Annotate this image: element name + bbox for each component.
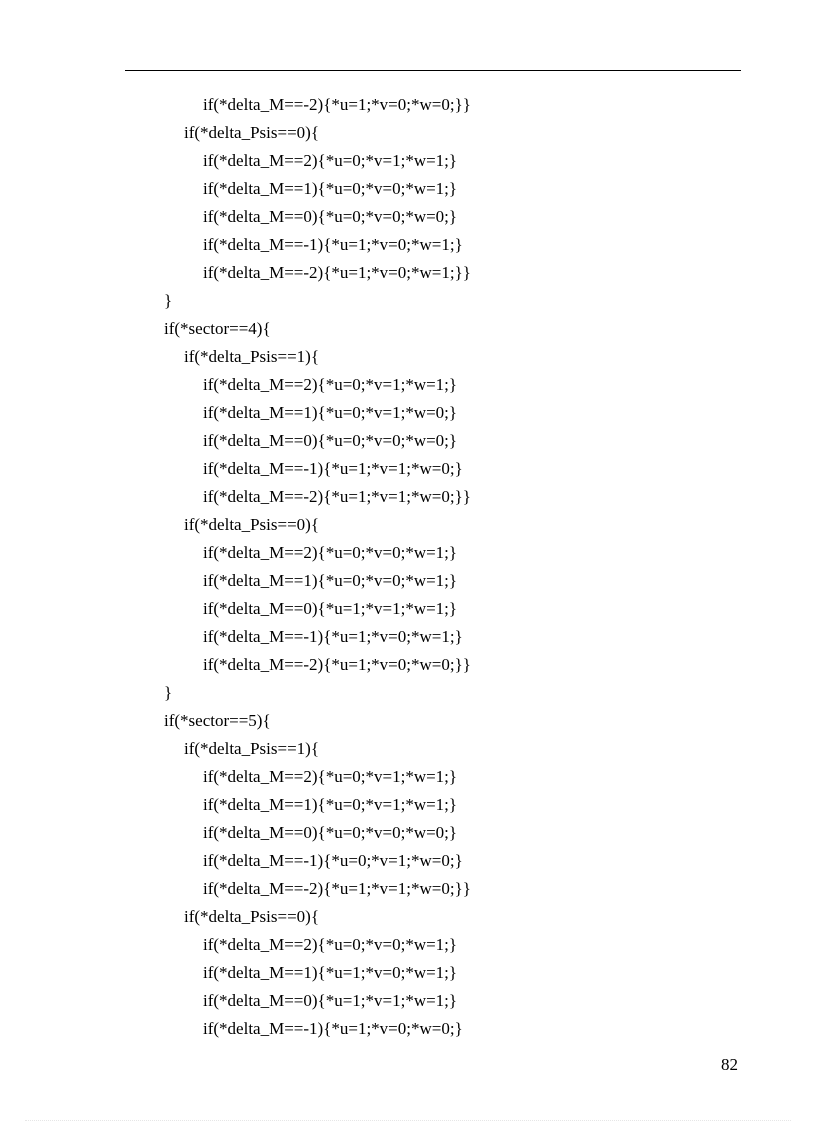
code-line: if(*delta_M==2){*u=0;*v=1;*w=1;} bbox=[203, 767, 458, 786]
code-line: if(*delta_Psis==1){ bbox=[184, 347, 319, 366]
code-line: if(*delta_M==-2){*u=1;*v=0;*w=1;}} bbox=[203, 263, 471, 282]
code-line: if(*delta_M==-1){*u=1;*v=0;*w=1;} bbox=[203, 235, 463, 254]
code-line: if(*delta_M==2){*u=0;*v=0;*w=1;} bbox=[203, 935, 458, 954]
code-line: if(*delta_M==0){*u=1;*v=1;*w=1;} bbox=[203, 991, 458, 1010]
code-line: if(*delta_M==-1){*u=1;*v=1;*w=0;} bbox=[203, 459, 463, 478]
code-line: if(*delta_Psis==1){ bbox=[184, 739, 319, 758]
code-listing bbox=[0, 91, 816, 1043]
code-line: if(*delta_M==0){*u=1;*v=1;*w=1;} bbox=[203, 599, 458, 618]
code-line: if(*delta_M==1){*u=0;*v=1;*w=1;} bbox=[203, 795, 458, 814]
code-line: if(*delta_M==-2){*u=1;*v=1;*w=0;}} bbox=[203, 879, 471, 898]
code-line: if(*delta_M==-1){*u=0;*v=1;*w=0;} bbox=[203, 851, 463, 870]
footer-divider bbox=[25, 1120, 791, 1121]
code-line: if(*delta_M==0){*u=0;*v=0;*w=0;} bbox=[203, 823, 458, 842]
code-line: if(*delta_M==2){*u=0;*v=0;*w=1;} bbox=[203, 543, 458, 562]
code-line: if(*delta_M==-1){*u=1;*v=0;*w=1;} bbox=[203, 627, 463, 646]
code-line: if(*delta_M==1){*u=0;*v=1;*w=0;} bbox=[203, 403, 458, 422]
code-line: if(*delta_M==2){*u=0;*v=1;*w=1;} bbox=[203, 151, 458, 170]
code-line: if(*sector==4){ bbox=[164, 319, 271, 338]
code-line: if(*delta_M==1){*u=0;*v=0;*w=1;} bbox=[203, 179, 458, 198]
code-line: if(*sector==5){ bbox=[164, 711, 271, 730]
page-number: 82 bbox=[721, 1055, 738, 1074]
code-line: if(*delta_Psis==0){ bbox=[184, 907, 319, 926]
code-line: if(*delta_M==1){*u=0;*v=0;*w=1;} bbox=[203, 571, 458, 590]
code-line: if(*delta_M==2){*u=0;*v=1;*w=1;} bbox=[203, 375, 458, 394]
code-line: if(*delta_Psis==0){ bbox=[184, 515, 319, 534]
header-rule bbox=[125, 70, 741, 71]
code-line: if(*delta_M==-2){*u=1;*v=0;*w=0;}} bbox=[203, 95, 471, 114]
code-line: if(*delta_M==0){*u=0;*v=0;*w=0;} bbox=[203, 207, 458, 226]
code-line: if(*delta_Psis==0){ bbox=[184, 123, 319, 142]
code-line: if(*delta_M==0){*u=0;*v=0;*w=0;} bbox=[203, 431, 458, 450]
code-line: if(*delta_M==-1){*u=1;*v=0;*w=0;} bbox=[203, 1019, 463, 1038]
code-line: } bbox=[164, 291, 173, 310]
code-line: if(*delta_M==1){*u=1;*v=0;*w=1;} bbox=[203, 963, 458, 982]
code-line: } bbox=[164, 683, 173, 702]
code-line: if(*delta_M==-2){*u=1;*v=0;*w=0;}} bbox=[203, 655, 471, 674]
code-line: if(*delta_M==-2){*u=1;*v=1;*w=0;}} bbox=[203, 487, 471, 506]
